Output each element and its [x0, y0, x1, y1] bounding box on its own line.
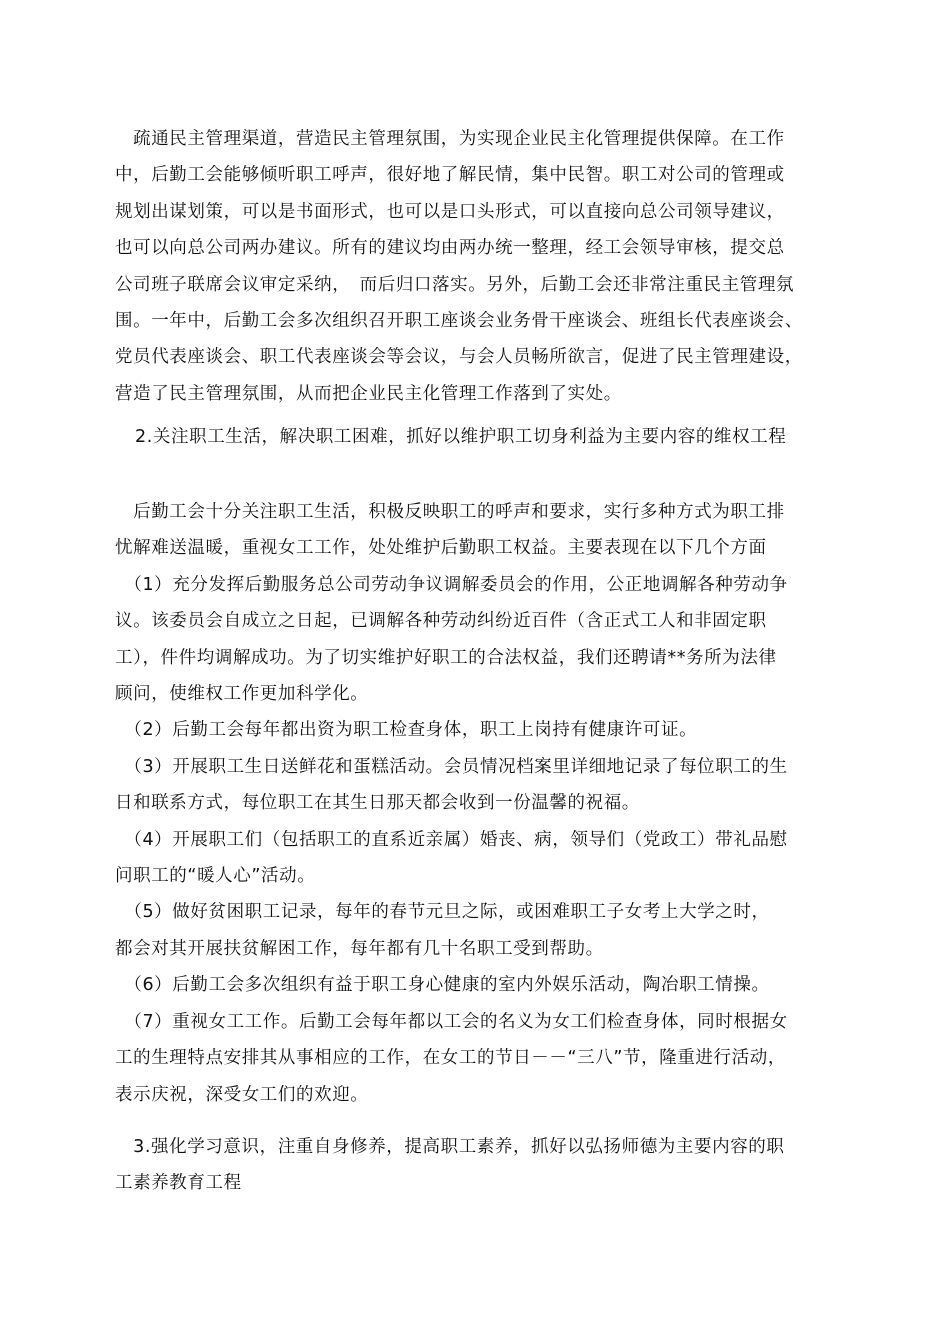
- paragraph-line: 规划出谋划策，可以是书面形式，也可以是口头形式，可以直接向总公司领导建议，: [115, 201, 785, 222]
- paragraph-line: 公司班子联席会议审定采纳， 而后归口落实。另外，后勤工会还非常注重民主管理氛: [115, 274, 795, 295]
- paragraph-rights-protection: [115, 494, 845, 1113]
- section-heading-3: [115, 1129, 845, 1202]
- paragraph-line: 表示庆祝，深受女工们的欢迎。: [115, 1084, 369, 1105]
- list-item-6: （6）后勤工会多次组织有益于职工身心健康的室内外娱乐活动，陶冶职工情操。: [115, 975, 770, 996]
- list-item-3: （3）开展职工生日送鲜花和蛋糕活动。会员情况档案里详细地记录了每位职工的生: [115, 756, 788, 777]
- paragraph-line: 顾问，使维权工作更加科学化。: [115, 684, 369, 705]
- list-item-7: （7）重视女工工作。后勤工会每年都以工会的名义为女工们检查身体，同时根据女: [115, 1011, 788, 1032]
- paragraph-line: 工），件件均调解成功。为了切实维护好职工的合法权益，我们还聘请**务所为法律: [115, 647, 777, 668]
- paragraph-line: 围。一年中，后勤工会多次组织召开职工座谈会业务骨干座谈会、班组长代表座谈会、: [115, 311, 803, 332]
- paragraph-democratic-management: [115, 121, 845, 412]
- paragraph-line: 都会对其开展扶贫解困工作，每年都有几十名职工受到帮助。: [115, 938, 604, 959]
- paragraph-line: 也可以向总公司两办建议。所有的建议均由两办统一整理，经工会领导审核，提交总: [115, 238, 785, 259]
- list-item-2: （2）后勤工会每年都出资为职工检查身体，职工上岗持有健康许可证。: [115, 720, 698, 741]
- section-heading-2: 2.关注职工生活，解决职工困难，抓好以维护职工切身利益为主要内容的维权工程: [135, 427, 787, 447]
- paragraph-line: 党员代表座谈会、职工代表座谈会等会议，与会人员畅所欲言，促进了民主管理建设，: [115, 347, 803, 368]
- paragraph-line: 中，后勤工会能够倾听职工呼声，很好地了解民情，集中民智。职工对公司的管理或: [115, 165, 785, 186]
- paragraph-line: 营造了民主管理氛围，从而把企业民主化管理工作落到了实处。: [115, 383, 622, 404]
- paragraph-line: 问职工的“暖人心”活动。: [115, 866, 316, 887]
- paragraph-line: 后勤工会十分关注职工生活，积极反映职工的呼声和要求，实行多种方式为职工排: [115, 502, 785, 522]
- list-item-1: （1）充分发挥后勤服务总公司劳动争议调解委员会的作用，公正地调解各种劳动争: [115, 574, 788, 595]
- list-item-5: （5）做好贫困职工记录，每年的春节元旦之际，或困难职工子女考上大学之时，: [115, 902, 770, 923]
- paragraph-line: 日和联系方式，每位职工在其生日那天都会收到一份温馨的祝福。: [115, 793, 640, 814]
- paragraph-line: 忧解难送温暖，重视女工工作，处处维护后勤职工权益。主要表现在以下几个方面: [115, 538, 767, 559]
- heading-line: 工素养教育工程: [115, 1173, 242, 1194]
- paragraph-line: 工的生理特点安排其从事相应的工作，在女工的节日－－“三八”节，隆重进行活动，: [115, 1048, 786, 1069]
- paragraph-line: 议。该委员会自成立之日起，已调解各种劳动纠纷近百件（含正式工人和非固定职: [115, 611, 767, 632]
- paragraph-line: 疏通民主管理渠道，营造民主管理氛围，为实现企业民主化管理提供保障。在工作: [115, 129, 785, 149]
- list-item-4: （4）开展职工们（包括职工的直系近亲属）婚丧、病，领导们（党政工）带礼品慰: [115, 829, 788, 850]
- heading-line: 3.强化学习意识，注重自身修养，提高职工素养，抓好以弘扬师德为主要内容的职: [115, 1137, 785, 1157]
